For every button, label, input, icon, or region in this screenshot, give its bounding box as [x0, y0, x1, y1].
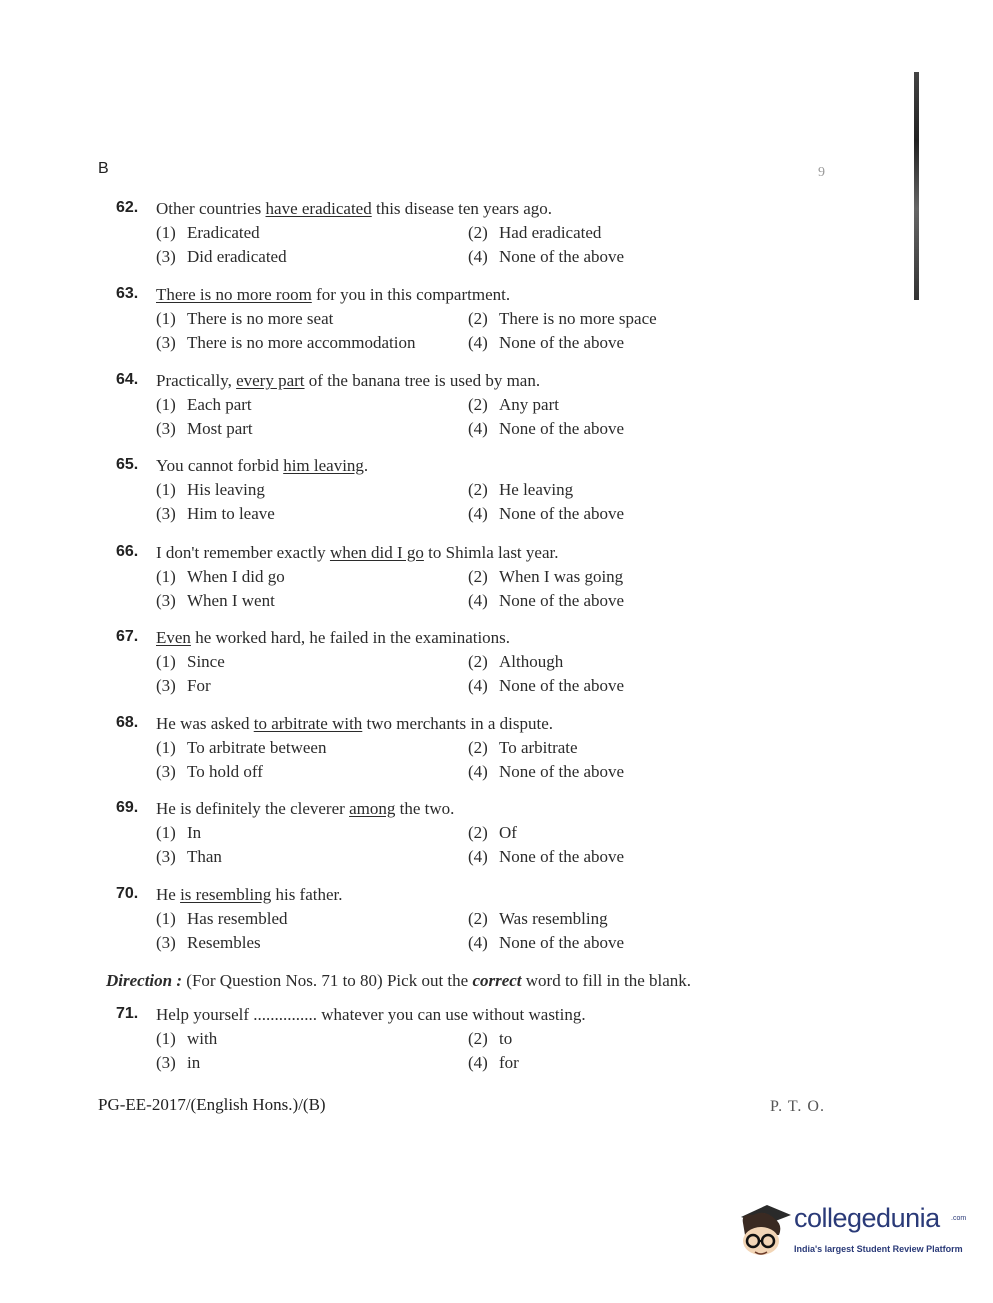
question-stem: I don't remember exactly when did I go to Shimla last year. [156, 543, 559, 562]
question-stem: There is no more room for you in this compartment. [156, 285, 511, 304]
option-4: (4) None of the above [468, 504, 625, 523]
option-3: (3) Most part [156, 419, 253, 438]
option-2: (2) To arbitrate [468, 738, 578, 757]
page-number: 9 [818, 165, 825, 180]
option-2: (2) Of [468, 823, 517, 842]
option-3: (3) To hold off [156, 762, 263, 781]
question-stem: He is resembling his father. [156, 885, 343, 904]
option-3: (3) Resembles [156, 933, 261, 952]
option-2: (2) Had eradicated [468, 223, 602, 242]
scan-edge-mark [914, 72, 919, 300]
collegedunia-watermark [735, 1195, 965, 1265]
option-2: (2) Any part [468, 395, 559, 414]
option-3: (3) When I went [156, 591, 275, 610]
option-2: (2) There is no more space [468, 309, 657, 328]
brand-com: .com [951, 1215, 967, 1222]
question-number: 67. [116, 628, 139, 645]
option-1: (1) Since [156, 652, 225, 671]
option-4: (4) None of the above [468, 419, 625, 438]
question-stem: You cannot forbid him leaving. [156, 456, 369, 475]
pto-note: P. T. O. [770, 1098, 825, 1115]
option-3: (3) Did eradicated [156, 247, 287, 266]
option-1: (1) Has resembled [156, 909, 288, 928]
question-stem: He was asked to arbitrate with two merchants in a dispute. [156, 714, 554, 733]
option-4: (4) None of the above [468, 847, 625, 866]
option-3: (3) For [156, 676, 211, 695]
question-number: 66. [116, 543, 139, 560]
option-2: (2) Was resembling [468, 909, 608, 928]
brand-tagline: India's largest Student Review Platform [794, 1244, 963, 1254]
option-4: (4) None of the above [468, 762, 625, 781]
option-1: (1) In [156, 823, 202, 842]
option-4: (4) for [468, 1053, 519, 1072]
option-2: (2) to [468, 1029, 513, 1048]
option-1: (1) Each part [156, 395, 252, 414]
option-1: (1) with [156, 1029, 218, 1048]
brand-name: collegedunia [794, 1203, 940, 1233]
set-code: B [98, 160, 109, 177]
question-number: 71. [116, 1005, 139, 1022]
question-number: 64. [116, 371, 139, 388]
direction-instruction: Direction : (For Question Nos. 71 to 80) Pick out the correct word to fill in the blank. [106, 971, 692, 990]
option-3: (3) Him to leave [156, 504, 275, 523]
option-1: (1) When I did go [156, 567, 285, 586]
option-2: (2) Although [468, 652, 564, 671]
option-4: (4) None of the above [468, 591, 625, 610]
paper-code: PG-EE-2017/(English Hons.)/(B) [98, 1095, 326, 1114]
option-4: (4) None of the above [468, 333, 625, 352]
option-3: (3) Than [156, 847, 222, 866]
option-3: (3) There is no more accommodation [156, 333, 416, 352]
question-number: 63. [116, 285, 139, 302]
question-number: 62. [116, 199, 139, 216]
question-stem: He is definitely the cleverer among the two. [156, 799, 455, 818]
option-1: (1) His leaving [156, 480, 265, 499]
question-stem: Even he worked hard, he failed in the examinations. [156, 628, 511, 647]
question-number: 69. [116, 799, 139, 816]
mascot-icon [735, 1195, 793, 1261]
question-stem: Other countries have eradicated this disease ten years ago. [156, 199, 553, 218]
question-number: 70. [116, 885, 139, 902]
question-stem: Help yourself ............... whatever you can use without wasting. [156, 1005, 586, 1024]
option-2: (2) When I was going [468, 567, 624, 586]
option-1: (1) There is no more seat [156, 309, 334, 328]
option-1: (1) Eradicated [156, 223, 260, 242]
option-1: (1) To arbitrate between [156, 738, 327, 757]
question-number: 68. [116, 714, 139, 731]
option-4: (4) None of the above [468, 933, 625, 952]
option-4: (4) None of the above [468, 247, 625, 266]
option-3: (3) in [156, 1053, 201, 1072]
option-2: (2) He leaving [468, 480, 574, 499]
option-4: (4) None of the above [468, 676, 625, 695]
question-number: 65. [116, 456, 139, 473]
question-stem: Practically, every part of the banana tree is used by man. [156, 371, 541, 390]
